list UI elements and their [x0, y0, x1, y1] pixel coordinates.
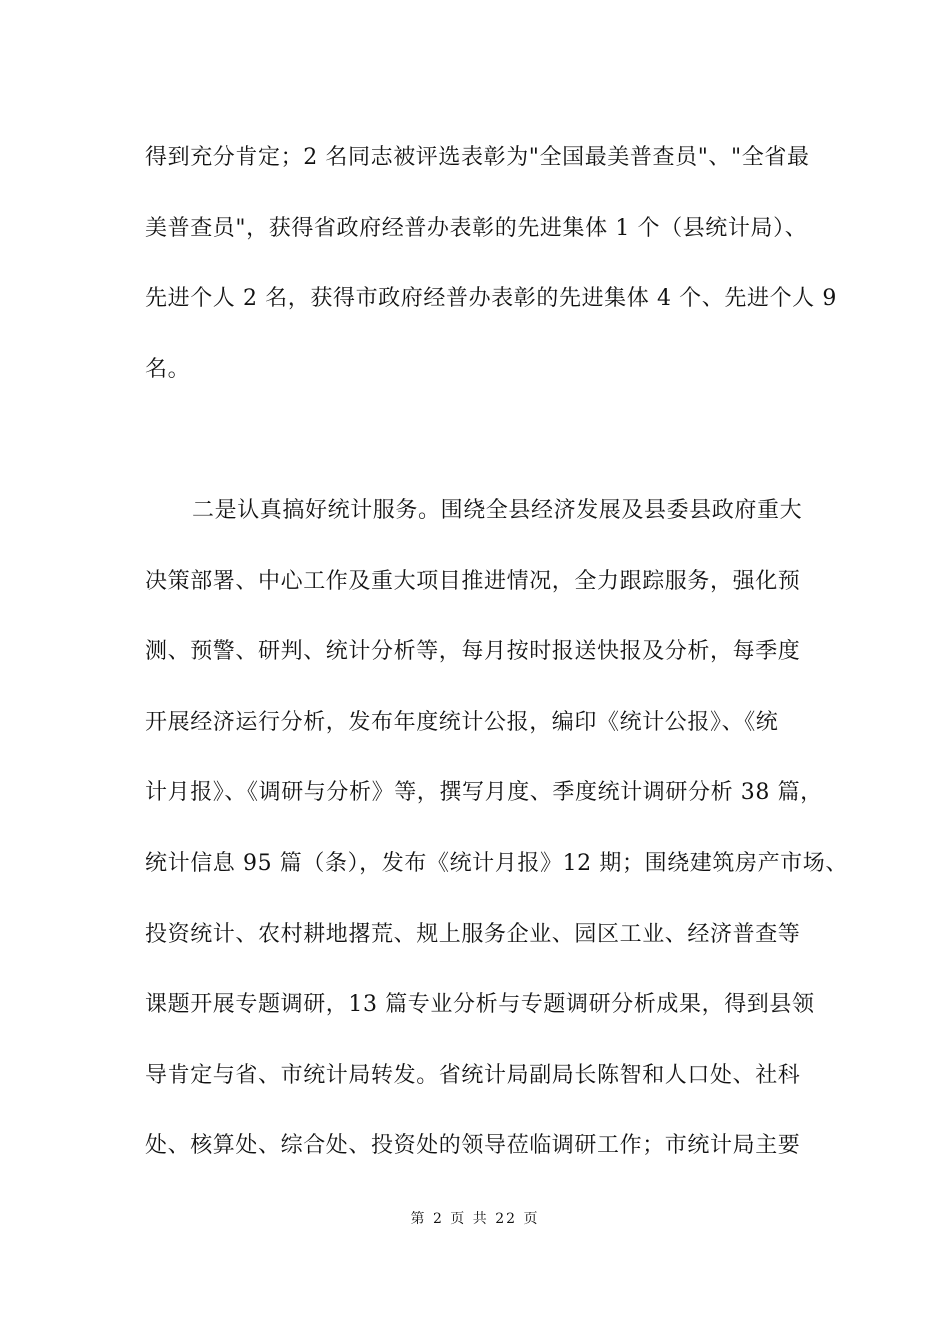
paragraph-2-line-4: 开展经济运行分析，发布年度统计公报，编印《统计公报》、《统	[145, 709, 779, 735]
paragraph-2-line-3: 测、预警、研判、统计分析等，每月按时报送快报及分析，每季度	[145, 639, 801, 665]
paragraph-1-line-2: 美普查员"，获得省政府经普办表彰的先进集体 1 个（县统计局）、	[145, 215, 808, 241]
paragraph-1-line-3: 先进个人 2 名，获得市政府经普办表彰的先进集体 4 个、先进个人 9	[145, 286, 837, 312]
paragraph-2-line-7: 投资统计、农村耕地撂荒、规上服务企业、园区工业、经济普查等	[145, 921, 801, 947]
document-body	[145, 130, 848, 1189]
paragraph-spacing	[145, 412, 835, 483]
paragraph-2-line-2: 决策部署、中心工作及重大项目推进情况，全力跟踪服务，强化预	[145, 568, 801, 594]
paragraph-2-line-5: 计月报》、《调研与分析》等，撰写月度、季度统计调研分析 38 篇，	[145, 780, 823, 806]
page-number-footer: 第 2 页 共 22 页	[410, 1211, 540, 1227]
paragraph-2-line-8: 课题开展专题调研，13 篇专业分析与专题调研分析成果，得到县领	[145, 992, 815, 1018]
paragraph-2-line-9: 导肯定与省、市统计局转发。省统计局副局长陈智和人口处、社科	[145, 1062, 801, 1088]
paragraph-2-line-10: 处、核算处、综合处、投资处的领导莅临调研工作；市统计局主要	[145, 1133, 801, 1159]
paragraph-2-line-6: 统计信息 95 篇（条），发布《统计月报》12 期；围绕建筑房产市场、	[145, 850, 848, 876]
paragraph-1-line-4: 名。	[145, 356, 191, 382]
paragraph-2-line-1: 二是认真搞好统计服务。围绕全县经济发展及县委县政府重大	[192, 497, 803, 523]
paragraph-1-line-1: 得到充分肯定；2 名同志被评选表彰为"全国最美普查员"、"全省最	[145, 145, 810, 170]
